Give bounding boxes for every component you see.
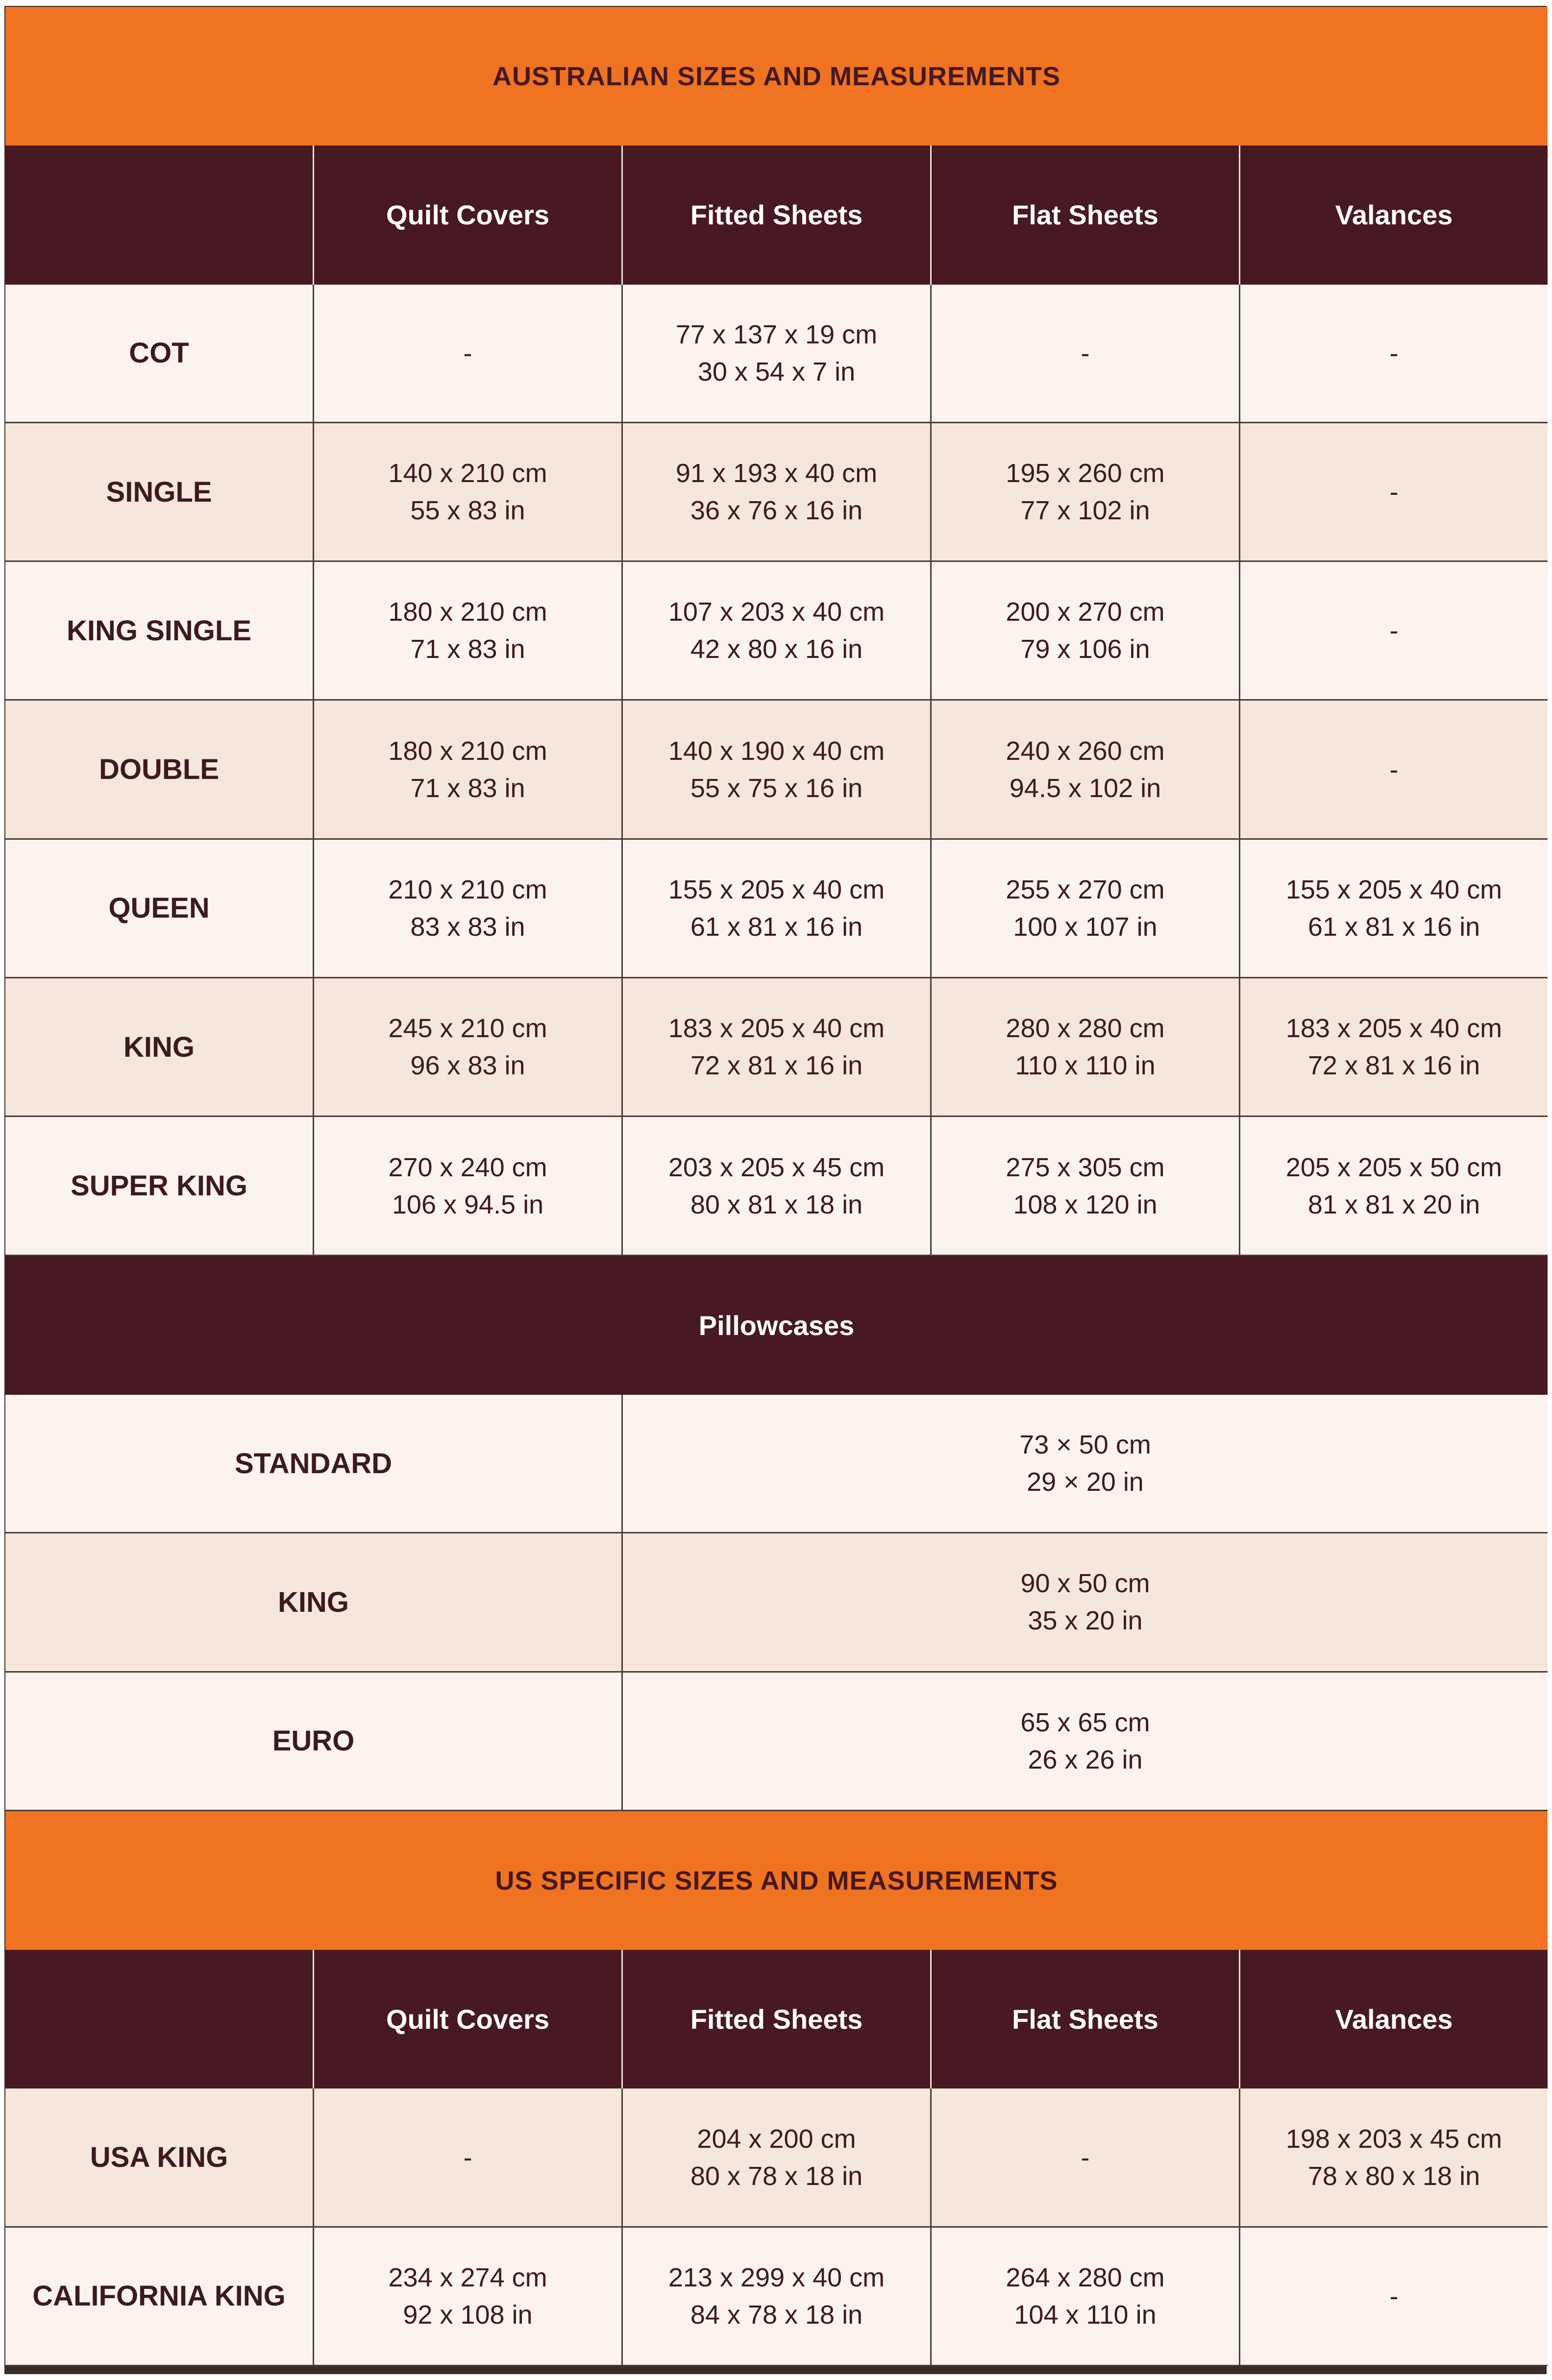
table-cell: 205 x 205 x 50 cm 81 x 81 x 20 in	[1240, 1117, 1548, 1256]
pillow-label-standard: STANDARD	[5, 1395, 623, 1533]
table-cell: 195 x 260 cm 77 x 102 in	[932, 423, 1240, 562]
table-cell: 180 x 210 cm 71 x 83 in	[314, 701, 623, 839]
us-header-fitted-sheets: Fitted Sheets	[623, 1950, 932, 2089]
size-label-super-king: SUPER KING	[5, 1117, 314, 1256]
table-cell: 77 x 137 x 19 cm 30 x 54 x 7 in	[623, 285, 932, 423]
table-cell: 200 x 270 cm 79 x 106 in	[932, 562, 1240, 701]
table-cell: 264 x 280 cm 104 x 110 in	[932, 2228, 1240, 2366]
table-cell: 183 x 205 x 40 cm 72 x 81 x 16 in	[1240, 978, 1548, 1117]
us-header-quilt-covers: Quilt Covers	[314, 1950, 623, 2089]
au-header-valances: Valances	[1240, 146, 1548, 284]
table-cell: 240 x 260 cm 94.5 x 102 in	[932, 701, 1240, 839]
table-cell: 198 x 203 x 45 cm 78 x 80 x 18 in	[1240, 2089, 1548, 2227]
table-cell: -	[314, 2089, 623, 2227]
table-cell: -	[1240, 285, 1548, 423]
size-label-usa-king: USA KING	[5, 2089, 314, 2227]
size-label-double: DOUBLE	[5, 701, 314, 839]
table-cell: 140 x 210 cm 55 x 83 in	[314, 423, 623, 562]
table-cell: 90 x 50 cm 35 x 20 in	[623, 1533, 1548, 1672]
au-section-title: AUSTRALIAN SIZES AND MEASUREMENTS	[5, 7, 1548, 146]
table-cell: 270 x 240 cm 106 x 94.5 in	[314, 1117, 623, 1256]
size-label-single: SINGLE	[5, 423, 314, 562]
table-cell: -	[1240, 562, 1548, 701]
table-cell: 155 x 205 x 40 cm 61 x 81 x 16 in	[623, 840, 932, 978]
table-cell: 203 x 205 x 45 cm 80 x 81 x 18 in	[623, 1117, 932, 1256]
au-header-fitted-sheets: Fitted Sheets	[623, 146, 932, 284]
table-cell: 91 x 193 x 40 cm 36 x 76 x 16 in	[623, 423, 932, 562]
table-cell: 65 x 65 cm 26 x 26 in	[623, 1673, 1548, 1811]
table-cell: -	[1240, 701, 1548, 839]
table-cell: -	[314, 285, 623, 423]
us-header-flat-sheets: Flat Sheets	[932, 1950, 1240, 2089]
table-cell: 204 x 200 cm 80 x 78 x 18 in	[623, 2089, 932, 2227]
table-cell: 180 x 210 cm 71 x 83 in	[314, 562, 623, 701]
table-cell: 73 × 50 cm 29 × 20 in	[623, 1395, 1548, 1533]
size-label-king: KING	[5, 978, 314, 1117]
table-cell: -	[1240, 423, 1548, 562]
table-cell: 183 x 205 x 40 cm 72 x 81 x 16 in	[623, 978, 932, 1117]
table-cell: 213 x 299 x 40 cm 84 x 78 x 18 in	[623, 2228, 932, 2366]
us-section-title: US SPECIFIC SIZES AND MEASUREMENTS	[5, 1811, 1548, 1950]
table-cell: -	[932, 285, 1240, 423]
table-cell: 245 x 210 cm 96 x 83 in	[314, 978, 623, 1117]
au-header-flat-sheets: Flat Sheets	[932, 146, 1240, 284]
size-label-king-single: KING SINGLE	[5, 562, 314, 701]
size-label-cot: COT	[5, 285, 314, 423]
table-cell: 280 x 280 cm 110 x 110 in	[932, 978, 1240, 1117]
au-header-empty	[5, 146, 314, 284]
size-label-california-king: CALIFORNIA KING	[5, 2228, 314, 2366]
table-cell: 107 x 203 x 40 cm 42 x 80 x 16 in	[623, 562, 932, 701]
pillow-label-euro: EURO	[5, 1673, 623, 1811]
table-cell: 155 x 205 x 40 cm 61 x 81 x 16 in	[1240, 840, 1548, 978]
us-header-valances: Valances	[1240, 1950, 1548, 2089]
table-cell: -	[1240, 2228, 1548, 2366]
pillow-label-king: KING	[5, 1533, 623, 1672]
table-cell: 234 x 274 cm 92 x 108 in	[314, 2228, 623, 2366]
table-cell: 210 x 210 cm 83 x 83 in	[314, 840, 623, 978]
table-cell: 275 x 305 cm 108 x 120 in	[932, 1117, 1240, 1256]
us-header-empty	[5, 1950, 314, 2089]
table-cell: 140 x 190 x 40 cm 55 x 75 x 16 in	[623, 701, 932, 839]
au-header-quilt-covers: Quilt Covers	[314, 146, 623, 284]
table-cell: 255 x 270 cm 100 x 107 in	[932, 840, 1240, 978]
table-cell: -	[932, 2089, 1240, 2227]
pillowcases-title: Pillowcases	[5, 1256, 1548, 1395]
size-chart-table	[4, 6, 1547, 2374]
size-label-queen: QUEEN	[5, 840, 314, 978]
